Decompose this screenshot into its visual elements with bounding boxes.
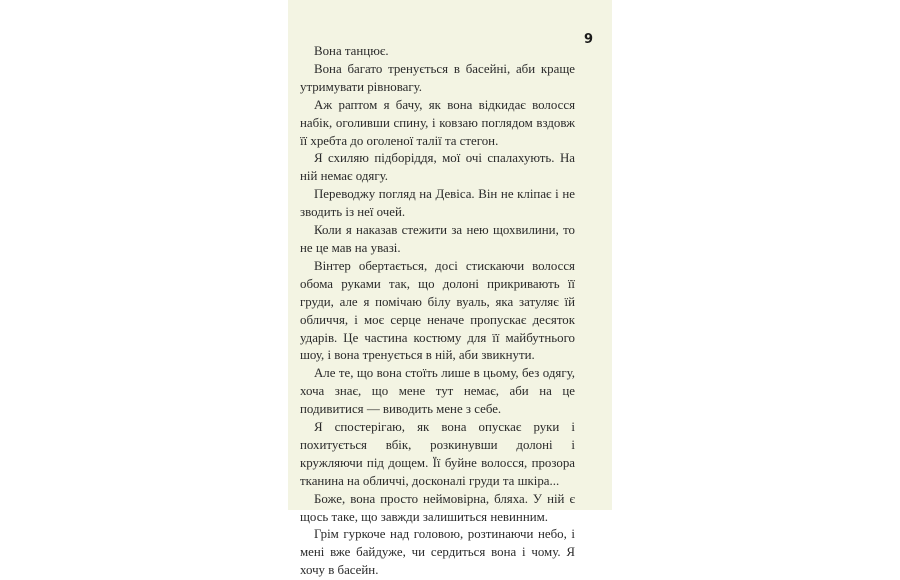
paragraph: Я спостерігаю, як вона опускає руки і похитується вбік, розкинувши долоні і кружляючи під дощем. Її буйне волосся, прозора тканина на обличчі, досконалі груди та шкіра... [300,420,575,488]
paragraph: Переводжу погляд на Девіса. Він не кліпає і не зводить із неї очей. [300,187,575,220]
page-number: 9 [584,32,594,47]
paragraph: Я схиляю підборіддя, мої очі спалахують. На ній немає одягу. [300,151,575,184]
book-page [288,0,612,578]
paragraph: Аж раптом я бачу, як вона відкидає волосся набік, оголивши спину, і ковзаю поглядом вздовж її хребта до оголеної талії та стегон. [300,97,575,148]
body-text [300,43,575,580]
paragraph: Вінтер обертається, досі стискаючи волосся обома руками так, що долоні прикривають її груди, але я помічаю білу вуаль, яка затуляє їй обличчя, і моє серце неначе пропускає десяток ударів. Це частина костюму для її майбутнього шоу, і вона тренується в ній, аби звикнути. [300,258,575,363]
paragraph: Вона танцює. [314,44,389,58]
paragraph: Грім гуркоче над головою, розтинаючи небо, і мені вже байдуже, чи сердиться вона і чому. Я хочу в басейн. [300,527,575,578]
paragraph: Вона багато тренується в басейні, аби краще утримувати рівновагу. [300,61,575,94]
paragraph: Але те, що вона стоїть лише в цьому, без одягу, хоча знає, що мене тут немає, аби на це подивитися — виводить мене з себе. [300,366,575,417]
paragraph: Коли я наказав стежити за нею щохвилини, то не це мав на увазі. [300,223,575,255]
paragraph: Боже, вона просто неймовірна, бляха. У ній є щось таке, що завжди залишиться невинним. [300,491,575,524]
